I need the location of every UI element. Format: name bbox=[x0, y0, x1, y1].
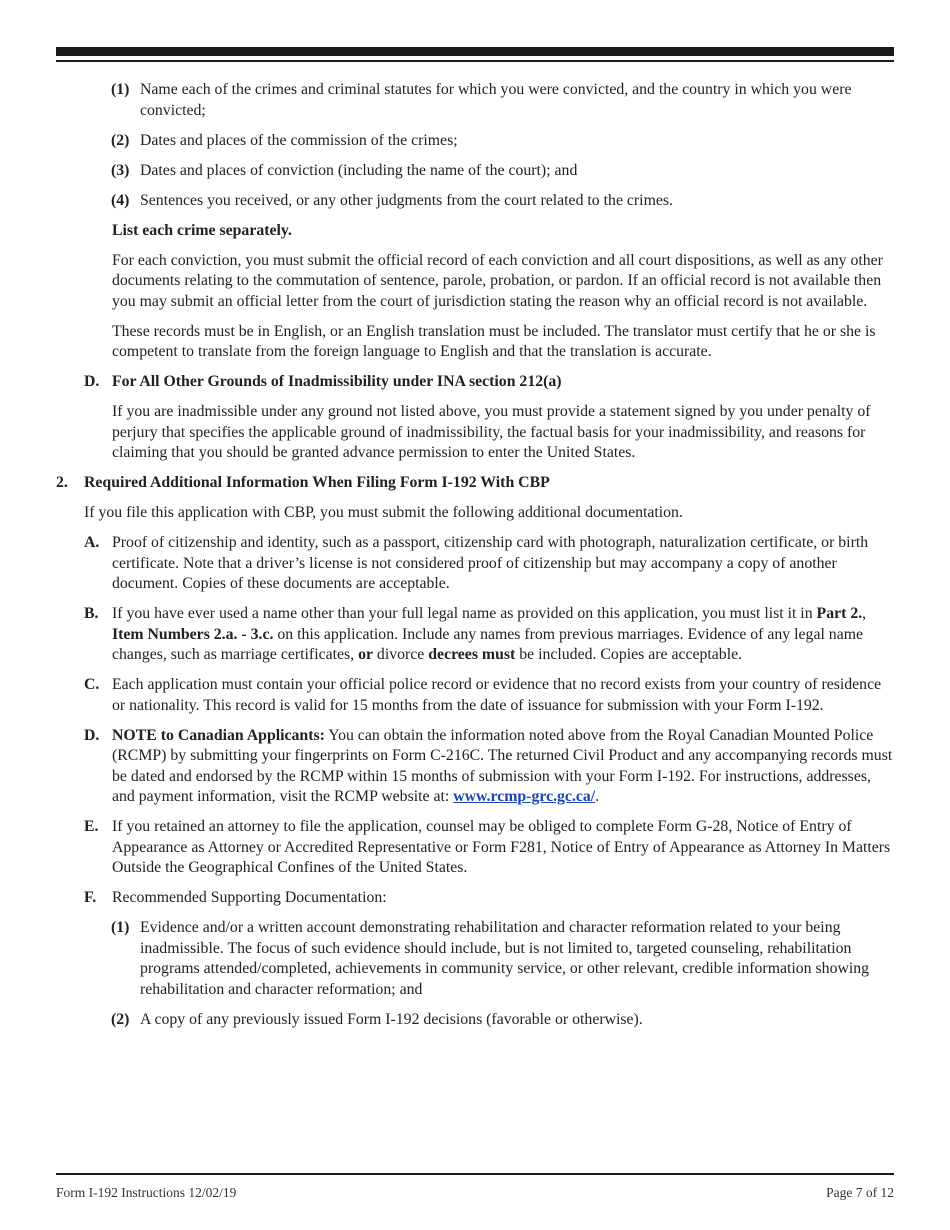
item-letter: F. bbox=[84, 889, 97, 906]
page-content bbox=[56, 80, 894, 1040]
section-heading: For All Other Grounds of Inadmissibility under INA section 212(a) bbox=[112, 373, 562, 390]
section-d-text: If you are inadmissible under any ground not listed above, you must provide a statement signed by you under penalty of perjury that specifies the applicable ground of inadmissibility, the factual basis for your inadmissibility, and reasons for claiming that you should be granted advance permission to enter the United States. bbox=[112, 403, 871, 461]
list-number: (1) bbox=[111, 919, 130, 936]
list-number: (4) bbox=[111, 191, 130, 209]
recommended-list-item bbox=[56, 1010, 894, 1031]
conviction-paragraph: For each conviction, you must submit the official record of each conviction and all court dispositions, as well as any other documents relating to the commutation of sentence, parole, probation, or pardon. If an official record is not available then you may submit an official letter from the court of jurisdiction stating the reason why an official record is not available. bbox=[112, 251, 883, 310]
cbp-item-d bbox=[56, 726, 894, 808]
section-d-heading bbox=[56, 372, 894, 393]
cbp-item-a bbox=[56, 533, 894, 595]
item-letter: C. bbox=[84, 676, 100, 693]
list-text: Sentences you received, or any other judgments from the court related to the crimes. bbox=[140, 191, 673, 209]
header-rule-thick bbox=[56, 47, 894, 56]
crime-list-item bbox=[56, 131, 894, 152]
records-paragraph: These records must be in English, or an English translation must be included. The translator must certify that he or she is competent to translate from the foreign language to English and that the translation is accurate. bbox=[112, 322, 876, 360]
list-number: (3) bbox=[111, 161, 130, 179]
cbp-item-e bbox=[56, 817, 894, 879]
item-letter: A. bbox=[84, 534, 100, 551]
item-text: Proof of citizenship and identity, such as a passport, citizenship card with photograph, naturalization certificate, or birth certificate. Note that a driver’s license is not considered proof of citizenship but may accompany a copy of another document. Copies of these documents are acceptable. bbox=[112, 534, 869, 592]
list-text: Name each of the crimes and criminal statutes for which you were convicted, and the country in which you were convicted; bbox=[140, 81, 852, 119]
item-text: NOTE to Canadian Applicants: You can obtain the information noted above from the Royal Canadian Mounted Police (RCMP) by submitting your fingerprints on Form C-216C. The returned Civil Product and any accompanying records must be dated and endorsed by the RCMP within 15 months of submission with your Form I-192. For instructions, addresses, and payment information, visit the RCMP website at: www.rcmp-grc.gc.ca/. bbox=[112, 726, 893, 805]
section-letter: D. bbox=[84, 373, 100, 390]
list-text: Dates and places of conviction (including the name of the court); and bbox=[140, 161, 578, 179]
section-number: 2. bbox=[56, 474, 68, 491]
crime-list-item bbox=[56, 191, 894, 212]
list-text: Dates and places of the commission of the crimes; bbox=[140, 131, 458, 149]
item-text: If you have ever used a name other than your full legal name as provided on this application, you must list it in Part 2., Item Numbers 2.a. - 3.c. on this application. Include any names from previous marriages. Evidence of any legal name changes, such as marriage certificates, or divorce decrees must be included. Copies are acceptable. bbox=[112, 605, 867, 663]
header-rule-thin bbox=[56, 60, 894, 62]
item-text: If you retained an attorney to file the application, counsel may be obliged to complete Form G-28, Notice of Entry of Appearance as Attorney or Accredited Representative or Form F281, Notice of Entry of Appearance as Attorney In Matters Outside the Geographical Confines of the United States. bbox=[112, 818, 891, 876]
crime-list-item bbox=[56, 161, 894, 182]
crime-list-item bbox=[56, 80, 894, 121]
item-text: Each application must contain your official police record or evidence that no record exists from your country of residence or nationality. This record is valid for 15 months from the date of issuance for submission with your Form I-192. bbox=[112, 676, 882, 714]
item-text: Recommended Supporting Documentation: bbox=[112, 889, 387, 906]
cbp-item-b bbox=[56, 604, 894, 666]
cbp-item-f bbox=[56, 888, 894, 909]
item-letter: B. bbox=[84, 605, 99, 622]
footer-form-info: Form I-192 Instructions 12/02/19 bbox=[56, 1185, 237, 1200]
section-2-heading bbox=[56, 473, 894, 494]
footer-rule bbox=[56, 1173, 894, 1175]
section-2-intro: If you file this application with CBP, you must submit the following additional documentation. bbox=[84, 504, 683, 521]
item-letter: E. bbox=[84, 818, 99, 835]
section-heading: Required Additional Information When Filing Form I-192 With CBP bbox=[84, 474, 550, 491]
rcmp-website-link[interactable]: www.rcmp-grc.gc.ca/ bbox=[453, 788, 596, 805]
cbp-item-c bbox=[56, 675, 894, 716]
recommended-list-item bbox=[56, 918, 894, 1000]
list-number: (2) bbox=[111, 131, 130, 149]
item-letter: D. bbox=[84, 726, 100, 744]
list-number: (1) bbox=[111, 81, 130, 98]
list-number: (2) bbox=[111, 1010, 130, 1028]
list-text: A copy of any previously issued Form I-192 decisions (favorable or otherwise). bbox=[140, 1010, 643, 1028]
list-each-crime-note: List each crime separately. bbox=[112, 221, 292, 239]
footer-page-number: Page 7 of 12 bbox=[826, 1185, 894, 1200]
list-text: Evidence and/or a written account demonstrating rehabilitation and character reformation related to your being inadmissible. The focus of such evidence should include, but is not limited to, targeted counseling, rehabilitation programs attended/completed, achievements in community service, or other relevant, credible information showing rehabilitation and character reformation; and bbox=[140, 919, 870, 998]
